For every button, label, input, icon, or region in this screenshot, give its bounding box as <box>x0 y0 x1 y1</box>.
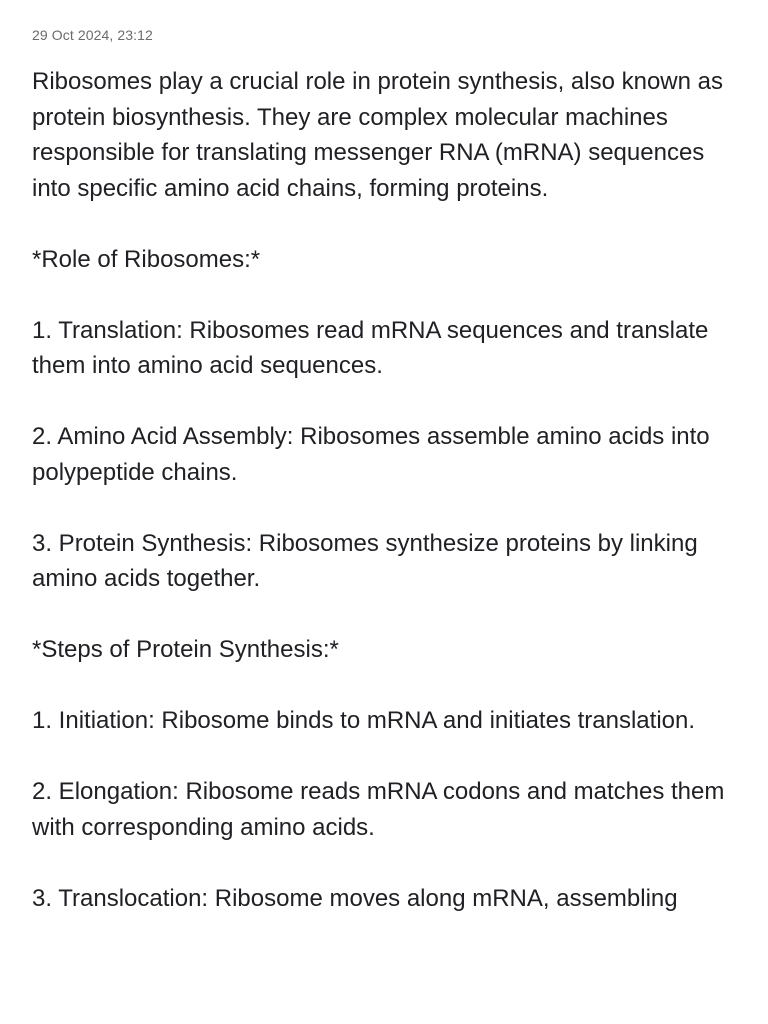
message-heading-steps: *Steps of Protein Synthesis:* <box>32 636 339 663</box>
message-list-item: 2. Elongation: Ribosome reads mRNA codons and matches them with corresponding amino acids. <box>32 778 725 841</box>
message-heading-role: *Role of Ribosomes:* <box>32 245 261 273</box>
message-list-item: 1. Translation: Ribosomes read mRNA sequences and translate them into amino acid sequences. <box>32 316 709 379</box>
message-list-item: 2. Amino Acid Assembly: Ribosomes assemble amino acids into polypeptide chains. <box>32 423 710 486</box>
message-list-item: 3. Translocation: Ribosome moves along mRNA, assembling <box>32 884 678 912</box>
message-list-item: 3. Protein Synthesis: Ribosomes synthesize proteins by linking amino acids together. <box>32 529 698 592</box>
message-timestamp: 29 Oct 2024, 23:12 <box>32 27 153 43</box>
message-paragraph-intro: Ribosomes play a crucial role in protein synthesis, also known as protein biosynthesis. They are complex molecular machines responsible for translating messenger RNA (mRNA) sequences into specific amino acid chains, forming proteins. <box>32 68 723 202</box>
message-body <box>32 64 736 916</box>
message-list-item: 1. Initiation: Ribosome binds to mRNA and initiates translation. <box>32 707 696 734</box>
